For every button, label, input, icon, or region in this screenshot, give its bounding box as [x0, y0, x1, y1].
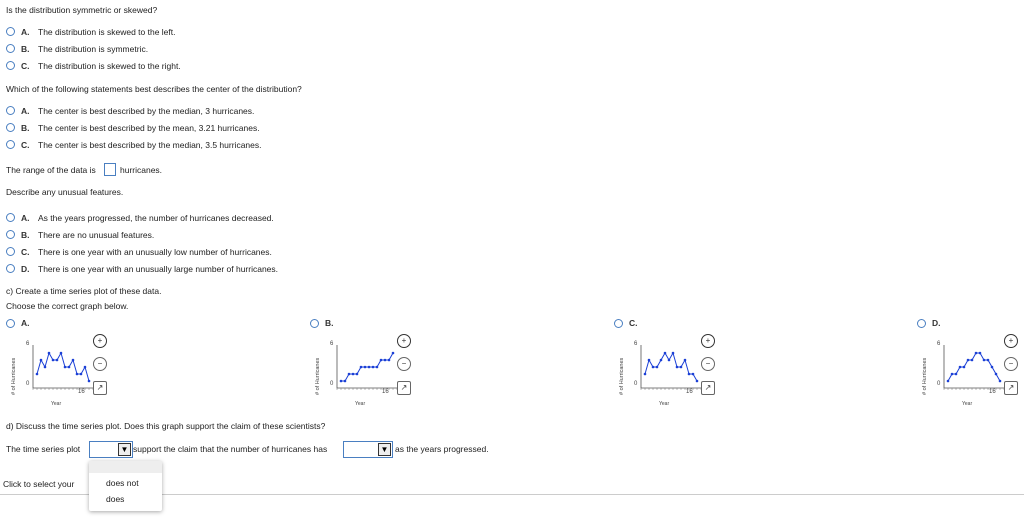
- plot-point: [660, 359, 663, 362]
- plot-point: [676, 366, 679, 369]
- option-letter: C.: [21, 140, 30, 150]
- plot-point: [340, 380, 343, 383]
- dropdown-option-does-not[interactable]: does not: [106, 478, 139, 488]
- zoom-in-icon[interactable]: +: [701, 334, 715, 348]
- graph-xtick-right: 16: [78, 389, 85, 395]
- radio-symmetric-a[interactable]: [6, 27, 15, 36]
- plot-point: [60, 352, 63, 355]
- graph-xlabel: Year: [962, 401, 973, 407]
- popout-icon[interactable]: ↗: [93, 381, 107, 395]
- zoom-in-icon[interactable]: +: [1004, 334, 1018, 348]
- plot-point: [987, 359, 990, 362]
- plot-point: [955, 373, 958, 376]
- popout-icon[interactable]: ↗: [1004, 381, 1018, 395]
- time-series-plot: [31, 337, 101, 397]
- zoom-out-icon[interactable]: −: [93, 357, 107, 371]
- plot-point: [44, 366, 47, 369]
- graph-ytick-bottom: 0: [26, 381, 30, 387]
- range-suffix: hurricanes.: [120, 165, 163, 175]
- plot-point: [376, 366, 379, 369]
- radio-graph-d[interactable]: [917, 319, 926, 328]
- time-series-plot: [639, 337, 709, 397]
- plot-point: [352, 373, 355, 376]
- plot-point: [372, 366, 375, 369]
- plot-point: [664, 352, 667, 355]
- option-letter: D.: [21, 264, 30, 274]
- graph-ylabel: # of Hurricanes: [315, 357, 321, 395]
- zoom-in-icon[interactable]: +: [93, 334, 107, 348]
- graph-xtick-right: 16: [382, 389, 389, 395]
- plot-point: [644, 373, 647, 376]
- radio-unusual-d[interactable]: [6, 264, 15, 273]
- plot-point: [983, 359, 986, 362]
- graph-xtick-right: 16: [989, 389, 996, 395]
- plot-point: [959, 366, 962, 369]
- option-text[interactable]: There is one year with an unusually low number of hurricanes.: [38, 247, 272, 257]
- zoom-out-icon[interactable]: −: [1004, 357, 1018, 371]
- option-text[interactable]: The distribution is symmetric.: [38, 44, 149, 54]
- option-letter: B.: [21, 230, 30, 240]
- plot-point: [40, 359, 43, 362]
- plot-point: [368, 366, 371, 369]
- plot-point: [88, 380, 91, 383]
- option-text[interactable]: There is one year with an unusually large number of hurricanes.: [38, 264, 279, 274]
- graph-ytick-bottom: 0: [937, 381, 941, 387]
- plot-point: [64, 366, 67, 369]
- graph-ytick-top: 6: [26, 341, 30, 347]
- trend-select[interactable]: [343, 441, 393, 458]
- plot-axes: [641, 345, 705, 388]
- plot-point: [975, 352, 978, 355]
- plot-point: [668, 359, 671, 362]
- plot-point: [48, 352, 51, 355]
- plot-point: [656, 366, 659, 369]
- option-letter: A.: [21, 106, 30, 116]
- footer-hint: Click to select your: [3, 479, 75, 489]
- plot-point: [991, 366, 994, 369]
- radio-center-a[interactable]: [6, 106, 15, 115]
- graph-xlabel: Year: [659, 401, 670, 407]
- plot-point: [995, 373, 998, 376]
- sentence-mid: support the claim that the number of hurricanes has: [133, 444, 328, 454]
- plot-point: [979, 352, 982, 355]
- radio-unusual-b[interactable]: [6, 230, 15, 239]
- radio-center-b[interactable]: [6, 123, 15, 132]
- radio-symmetric-c[interactable]: [6, 61, 15, 70]
- plot-point: [672, 352, 675, 355]
- graph-letter: A.: [21, 318, 30, 328]
- graph-xlabel: Year: [51, 401, 62, 407]
- plot-point: [68, 366, 71, 369]
- plot-point: [967, 359, 970, 362]
- plot-point: [76, 373, 79, 376]
- question-unusual: Describe any unusual features.: [6, 187, 124, 197]
- dropdown-option-does[interactable]: does: [106, 494, 125, 504]
- plot-point: [692, 373, 695, 376]
- question-graph-choose: Choose the correct graph below.: [6, 301, 129, 311]
- zoom-in-icon[interactable]: +: [397, 334, 411, 348]
- zoom-out-icon[interactable]: −: [701, 357, 715, 371]
- plot-series-line: [341, 353, 393, 381]
- plot-point: [344, 380, 347, 383]
- radio-graph-c[interactable]: [614, 319, 623, 328]
- range-input[interactable]: [104, 163, 116, 176]
- question-center: Which of the following statements best describes the center of the distribution?: [6, 84, 302, 94]
- dropdown-arrow-icon[interactable]: ▼: [118, 443, 131, 456]
- plot-point: [648, 359, 651, 362]
- zoom-out-icon[interactable]: −: [397, 357, 411, 371]
- plot-point: [652, 366, 655, 369]
- plot-point: [680, 366, 683, 369]
- popout-icon[interactable]: ↗: [397, 381, 411, 395]
- graph-xlabel: Year: [355, 401, 366, 407]
- option-text[interactable]: The center is best described by the median, 3.5 hurricanes.: [38, 140, 262, 150]
- option-text[interactable]: The distribution is skewed to the left.: [38, 27, 176, 37]
- dropdown-arrow-icon[interactable]: ▼: [378, 443, 391, 456]
- graph-ytick-top: 6: [330, 341, 334, 347]
- option-letter: B.: [21, 123, 30, 133]
- graph-letter: C.: [629, 318, 638, 328]
- graph-ylabel: # of Hurricanes: [11, 357, 17, 395]
- plot-point: [84, 366, 87, 369]
- option-letter: C.: [21, 247, 30, 257]
- graph-ytick-bottom: 0: [330, 381, 334, 387]
- dropdown-highlight: [89, 461, 162, 473]
- sentence-end: as the years progressed.: [395, 444, 489, 454]
- graph-ytick-bottom: 0: [634, 381, 638, 387]
- radio-unusual-c[interactable]: [6, 247, 15, 256]
- graph-ylabel: # of Hurricanes: [922, 357, 928, 395]
- graph-letter: D.: [932, 318, 941, 328]
- plot-point: [348, 373, 351, 376]
- graph-ylabel: # of Hurricanes: [619, 357, 625, 395]
- radio-graph-a[interactable]: [6, 319, 15, 328]
- support-dropdown-menu: [89, 461, 162, 511]
- graph-ytick-top: 6: [937, 341, 941, 347]
- graph-xtick-right: 16: [686, 389, 693, 395]
- plot-point: [56, 359, 59, 362]
- option-text[interactable]: As the years progressed, the number of hurricanes decreased.: [38, 213, 274, 223]
- option-text[interactable]: The center is best described by the median, 3 hurricanes.: [38, 106, 255, 116]
- option-letter: A.: [21, 213, 30, 223]
- plot-axes: [944, 345, 1008, 388]
- plot-point: [951, 373, 954, 376]
- option-text[interactable]: There are no unusual features.: [38, 230, 155, 240]
- plot-point: [36, 373, 39, 376]
- plot-point: [52, 359, 55, 362]
- plot-point: [80, 373, 83, 376]
- question-discuss: d) Discuss the time series plot. Does this graph support the claim of these scientists?: [6, 421, 326, 431]
- option-text[interactable]: The center is best described by the mean, 3.21 hurricanes.: [38, 123, 260, 133]
- plot-point: [392, 352, 395, 355]
- plot-point: [684, 359, 687, 362]
- plot-point: [696, 380, 699, 383]
- plot-point: [380, 359, 383, 362]
- plot-point: [971, 359, 974, 362]
- radio-graph-b[interactable]: [310, 319, 319, 328]
- time-series-plot: [335, 337, 405, 397]
- plot-point: [388, 359, 391, 362]
- option-letter: A.: [21, 27, 30, 37]
- range-prefix: The range of the data is: [6, 165, 96, 175]
- plot-point: [356, 373, 359, 376]
- radio-unusual-a[interactable]: [6, 213, 15, 222]
- popout-icon[interactable]: ↗: [701, 381, 715, 395]
- plot-point: [360, 366, 363, 369]
- radio-symmetric-b[interactable]: [6, 44, 15, 53]
- question-graph: c) Create a time series plot of these data.: [6, 286, 162, 296]
- plot-point: [963, 366, 966, 369]
- sentence-start: The time series plot: [6, 444, 81, 454]
- graph-letter: B.: [325, 318, 334, 328]
- plot-point: [384, 359, 387, 362]
- question-symmetric: Is the distribution symmetric or skewed?: [6, 5, 158, 15]
- plot-point: [688, 373, 691, 376]
- support-select[interactable]: [89, 441, 133, 458]
- plot-point: [947, 380, 950, 383]
- time-series-plot: [942, 337, 1012, 397]
- plot-point: [999, 380, 1002, 383]
- graph-ytick-top: 6: [634, 341, 638, 347]
- radio-center-c[interactable]: [6, 140, 15, 149]
- plot-point: [364, 366, 367, 369]
- option-text[interactable]: The distribution is skewed to the right.: [38, 61, 181, 71]
- option-letter: B.: [21, 44, 30, 54]
- plot-point: [72, 359, 75, 362]
- option-letter: C.: [21, 61, 30, 71]
